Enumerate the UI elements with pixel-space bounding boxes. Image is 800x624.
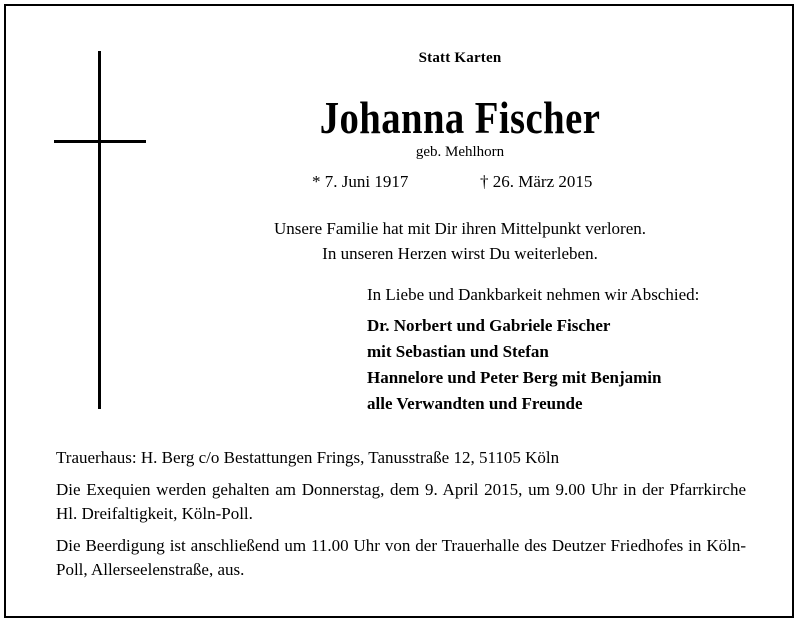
exequien-details: Die Exequien werden gehalten am Donnerstag, dem 9. April 2015, um 9.00 Uhr in der Pfarrkirche Hl. Dreifaltigkeit, Köln-Poll. [56,480,746,523]
quote-line-1: Unsere Familie hat mit Dir ihren Mittelpunkt verloren. [273,219,647,238]
statt-karten-heading: Statt Karten [418,50,502,66]
trauerhaus-address: Trauerhaus: H. Berg c/o Bestattungen Frings, Tanusstraße 12, 51105 Köln [56,448,560,467]
mourners-list [367,313,662,417]
death-date: † 26. März 2015 [480,172,593,191]
mourner-line: Dr. Norbert und Gabriele Fischer [367,316,611,335]
mourner-line: mit Sebastian und Stefan [367,342,549,361]
memorial-quote [0,216,800,266]
quote-line-2: In unseren Herzen wirst Du weiterleben. [322,244,598,263]
farewell-text: In Liebe und Dankbarkeit nehmen wir Abschied: [367,285,700,304]
beerdigung-details: Die Beerdigung ist anschließend um 11.00 Uhr von der Trauerhalle des Deutzer Friedhofes in Köln-Poll, Allerseelenstraße, aus. [56,536,746,579]
mourner-line: Hannelore und Peter Berg mit Benjamin [367,368,662,387]
deceased-name: Johanna Fischer [319,93,601,143]
funeral-info [56,446,746,590]
maiden-name: geb. Mehlhorn [415,144,505,160]
mourner-line: alle Verwandten und Freunde [367,394,583,413]
birth-date: * 7. Juni 1917 [312,172,409,191]
